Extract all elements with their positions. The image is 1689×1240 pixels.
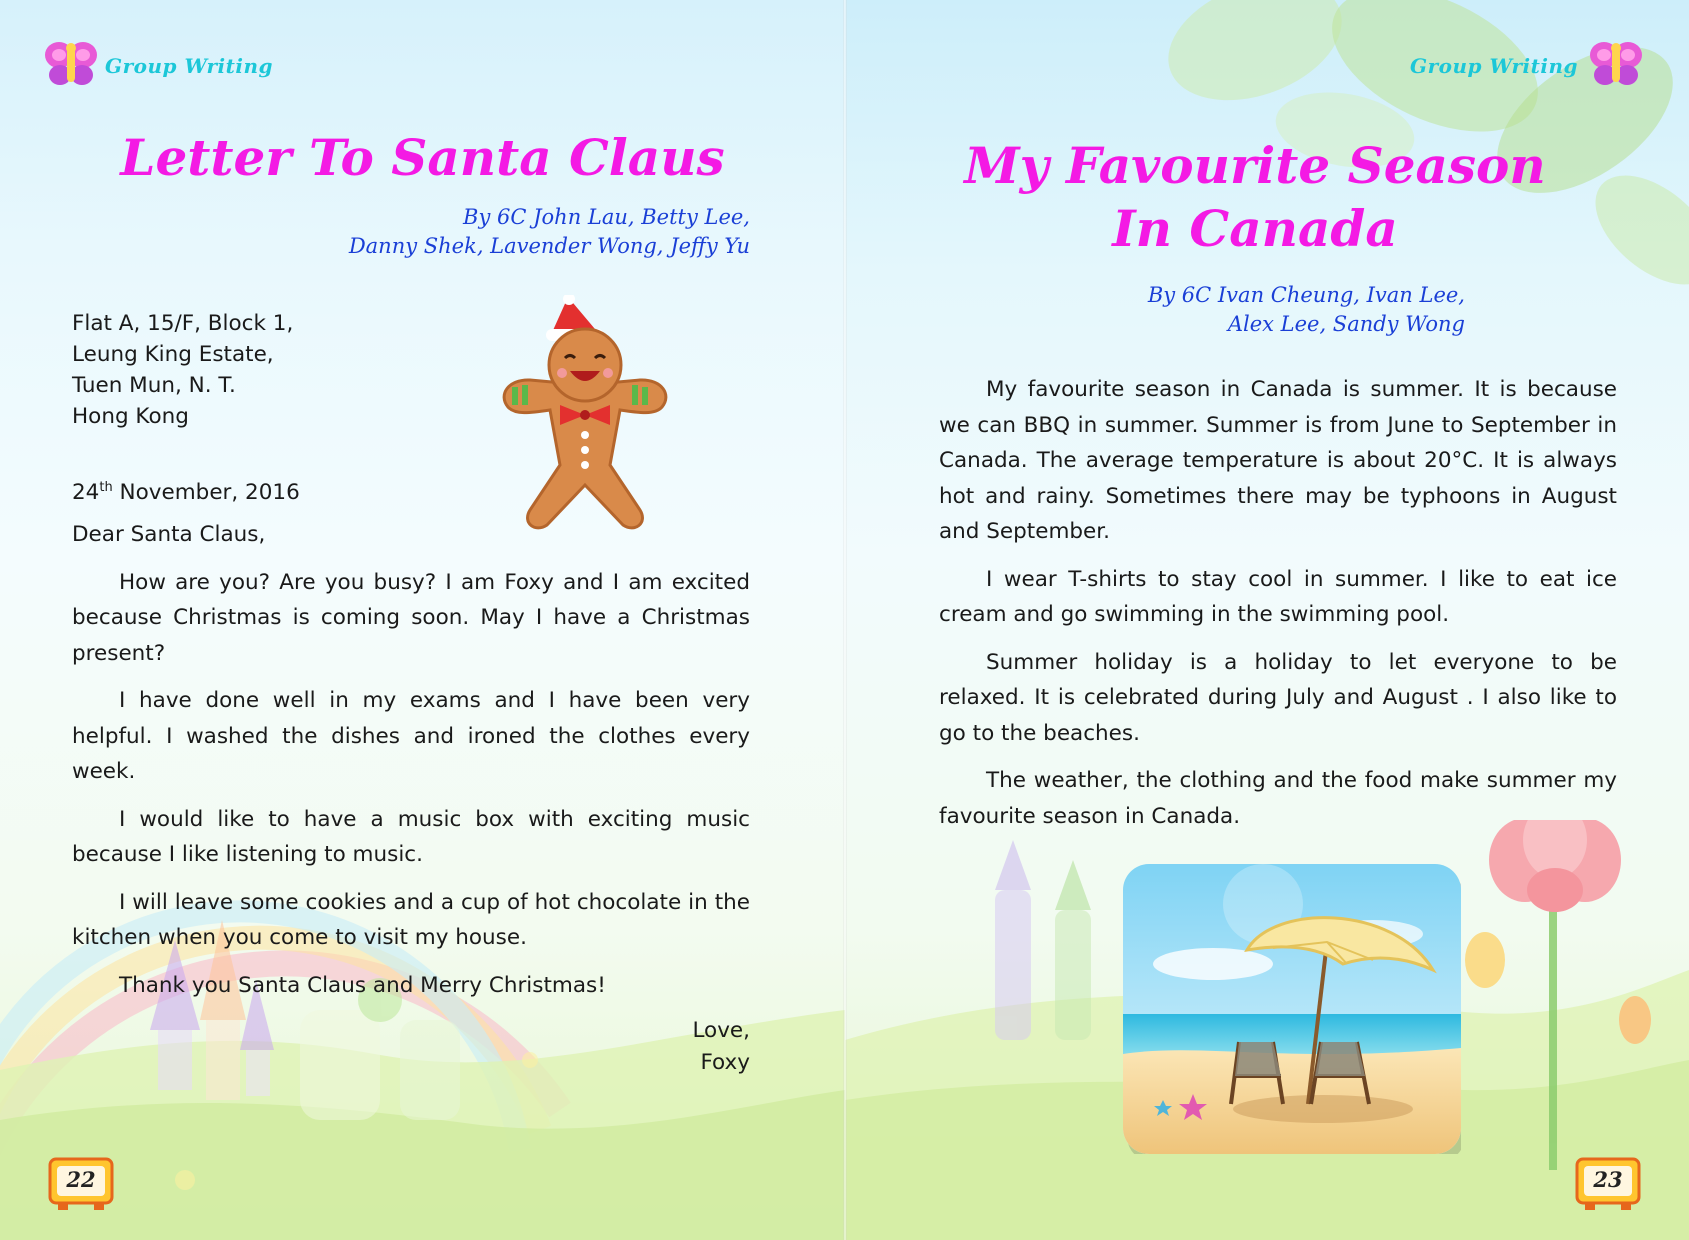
- butterfly-icon: [1589, 40, 1643, 88]
- byline: [280, 203, 750, 261]
- letter-paragraph: I will leave some cookies and a cup of hot chocolate in the kitchen when you come to visit my house.: [72, 889, 750, 950]
- letter-body: [72, 517, 750, 1079]
- page-number-badge: [1575, 1157, 1641, 1211]
- closing-word: Love,: [692, 1018, 750, 1043]
- address-line: Tuen Mun, N. T.: [72, 373, 236, 398]
- date-suffix: th: [99, 480, 113, 495]
- letter-closing: [72, 1015, 750, 1079]
- title-line: In Canada: [1112, 199, 1398, 258]
- book-gutter: [843, 0, 847, 1240]
- byline-line: Danny Shek, Lavender Wong, Jeffy Yu: [348, 234, 750, 258]
- letter-paragraph: How are you? Are you busy? I am Foxy and I am excited because Christmas is coming soon. May I have a Christmas present?: [72, 569, 750, 666]
- essay-paragraph: The weather, the clothing and the food make summer my favourite season in Canada.: [939, 768, 1617, 829]
- essay-body: [939, 372, 1617, 846]
- letter-date: [72, 472, 300, 508]
- signature: Foxy: [700, 1050, 750, 1075]
- essay-paragraph: Summer holiday is a holiday to let everyone to be relaxed. It is celebrated during July and August . I also like to go to the beaches.: [939, 649, 1617, 746]
- page-title: [905, 134, 1605, 260]
- address-line: Hong Kong: [72, 404, 189, 429]
- header-label: Group Writing: [105, 54, 274, 78]
- letter-paragraph: Thank you Santa Claus and Merry Christmas!: [119, 972, 606, 998]
- beach-umbrella-illustration: [1123, 864, 1461, 1154]
- address-line: Flat A, 15/F, Block 1,: [72, 311, 294, 336]
- page-number: 23: [1593, 1167, 1623, 1192]
- page-title: Letter To Santa Claus: [120, 128, 725, 187]
- byline: [1125, 281, 1465, 339]
- essay-paragraph: My favourite season in Canada is summer. It is because we can BBQ in summer. Summer is from June to September in Canada. The average temperature is about 20°C. It is always hot and rainy. Sometimes there may be typhoons in August and September.: [939, 377, 1617, 544]
- essay-paragraph: I wear T-shirts to stay cool in summer. I like to eat ice cream and go swimming in the swimming pool.: [939, 566, 1617, 627]
- greeting: Dear Santa Claus,: [72, 522, 266, 547]
- letter-paragraph: I would like to have a music box with exciting music because I like listening to music.: [72, 806, 750, 867]
- date-rest: November, 2016: [112, 480, 300, 506]
- header-label: Group Writing: [1410, 54, 1579, 78]
- sender-address: [72, 308, 432, 432]
- date-day: 24: [72, 480, 100, 506]
- byline-line: Alex Lee, Sandy Wong: [1227, 312, 1465, 336]
- byline-line: By 6C John Lau, Betty Lee,: [463, 205, 750, 229]
- title-line: My Favourite Season: [964, 136, 1546, 195]
- letter-paragraph: I have done well in my exams and I have been very helpful. I washed the dishes and ironed the clothes every week.: [72, 688, 750, 784]
- page-number-badge: [48, 1157, 114, 1211]
- byline-line: By 6C Ivan Cheung, Ivan Lee,: [1147, 283, 1465, 307]
- page-number: 22: [66, 1167, 96, 1192]
- gingerbread-man-illustration: [490, 295, 680, 540]
- right-page: [845, 0, 1689, 1240]
- address-line: Leung King Estate,: [72, 342, 274, 367]
- butterfly-icon: [44, 40, 98, 88]
